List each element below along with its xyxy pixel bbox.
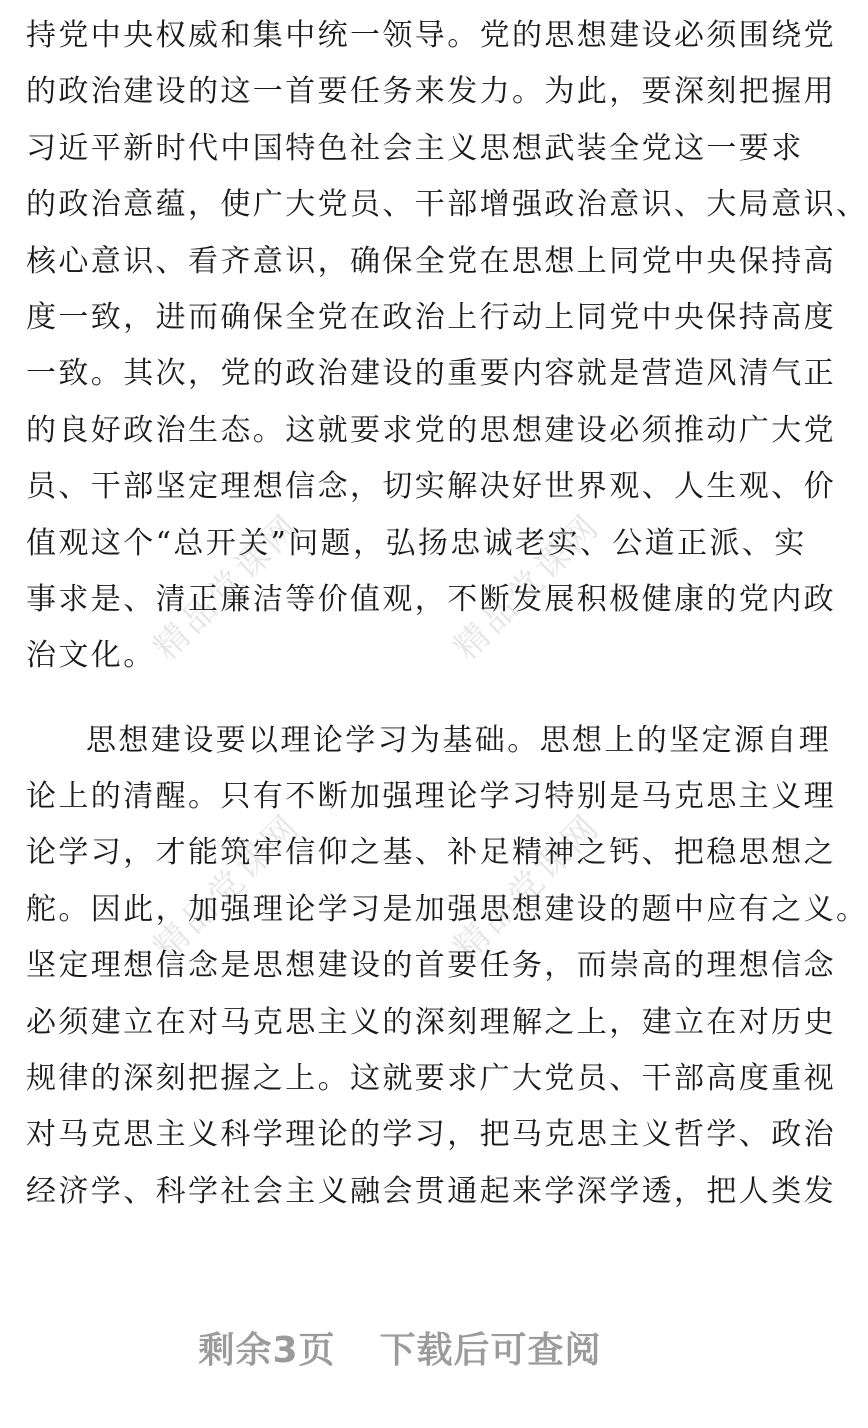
- text-line: 一致。其次，党的政治建设的重要内容就是营造风清气正: [26, 356, 836, 392]
- paragraph-spacer: [26, 685, 778, 713]
- text-line: 必须建立在对马克思主义的深刻理解之上，建立在对历史: [26, 1004, 836, 1040]
- document-body: [26, 8, 868, 1220]
- text-line: 规律的深刻把握之上。这就要求广大党员、干部高度重视: [26, 1061, 836, 1097]
- paragraph-2: [26, 713, 868, 1221]
- text-line: 的政治建设的这一首要任务来发力。为此，要深刻把握用: [26, 74, 836, 110]
- text-line: 持党中央权威和集中统一领导。党的思想建设必须围绕党: [26, 18, 836, 53]
- text-line: 核心意识、看齐意识，确保全党在思想上同党中央保持高: [26, 243, 836, 279]
- download-prompt[interactable]: [0, 1322, 800, 1373]
- watermark: 精品党课网: [146, 805, 309, 969]
- text-line: 对马克思主义科学理论的学习，把马克思主义哲学、政治: [26, 1117, 836, 1153]
- text-line: 值观这个“总开关”问题，弘扬忠诚老实、公道正派、实: [26, 525, 807, 561]
- paragraph-1: [26, 8, 868, 685]
- text-line: 治文化。: [26, 638, 156, 674]
- text-line: 坚定理想信念是思想建设的首要任务，而崇高的理想信念: [26, 948, 836, 984]
- watermark: 精品党课网: [446, 805, 609, 969]
- text-line: 的良好政治生态。这就要求党的思想建设必须推动广大党: [26, 412, 836, 448]
- watermark: 精品党课网: [446, 505, 609, 669]
- text-line: 经济学、科学社会主义融会贯通起来学深学透，把人类发: [26, 1173, 836, 1209]
- text-line: 舵。因此，加强理论学习是加强思想建设的题中应有之义。: [26, 891, 868, 927]
- text-line: 习近平新时代中国特色社会主义思想武装全党这一要求: [26, 130, 804, 166]
- text-line: 度一致，进而确保全党在政治上行动上同党中央保持高度: [26, 299, 836, 335]
- text-line: 员、干部坚定理想信念，切实解决好世界观、人生观、价: [26, 469, 836, 505]
- download-to-view-text: 下载后可查阅: [379, 1330, 602, 1371]
- text-line: 事求是、清正廉洁等价值观，不断发展积极健康的党内政: [26, 581, 836, 617]
- watermark: 精品党课网: [146, 505, 309, 669]
- text-line: 的政治意蕴，使广大党员、干部增强政治意识、大局意识、: [26, 187, 868, 223]
- text-line: 思想建设要以理论学习为基础。思想上的坚定源自理: [86, 722, 832, 758]
- remaining-pages-text: 剩余3页: [198, 1330, 336, 1371]
- text-line: 论学习，才能筑牢信仰之基、补足精神之钙、把稳思想之: [26, 835, 836, 871]
- text-line: 论上的清醒。只有不断加强理论学习特别是马克思主义理: [26, 779, 836, 815]
